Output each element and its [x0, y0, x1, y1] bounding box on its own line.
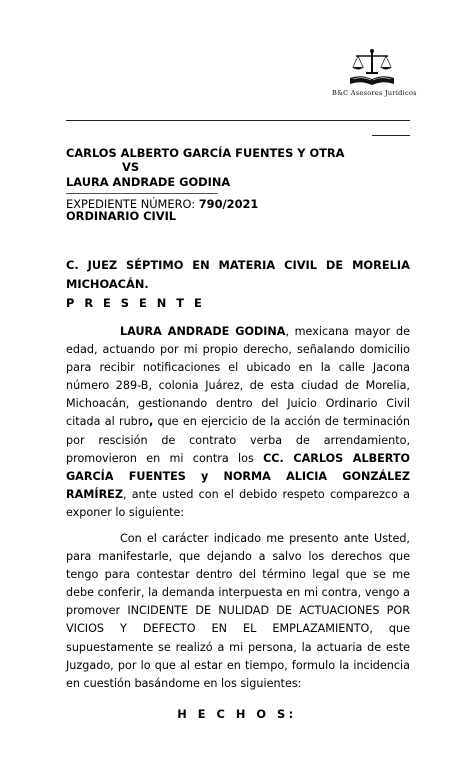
paragraph-text: que en ejercicio de la acción de terminación por rescisión de contrato verba de arrendamiento, promovieron en mi contra los	[66, 415, 410, 465]
addressee-word: MATERIA	[218, 258, 276, 272]
header-rule	[66, 120, 410, 121]
header-short-rule	[372, 135, 410, 136]
caption-rule	[66, 193, 218, 194]
addressee-block	[66, 256, 410, 313]
addressee-word: MORELIA	[352, 258, 410, 272]
addressee-word: C.	[66, 258, 79, 272]
firm-logo	[332, 48, 417, 104]
firm-name: B&C Asesores Jurídicos	[332, 89, 417, 97]
addressee-word: CIVIL	[284, 258, 318, 272]
scales-of-justice-book-icon	[344, 48, 400, 88]
petitioner-name: LAURA ANDRADE GODINA	[120, 325, 286, 338]
case-number-label: EXPEDIENTE NÚMERO:	[66, 197, 199, 211]
paragraph-text: , ante usted con el debido respeto comparezco a exponer lo siguiente:	[66, 487, 410, 519]
proceeding-type: ORDINARIO CIVIL	[66, 209, 177, 223]
addressee-word: DE	[325, 258, 344, 272]
presente-heading: P R E S E N T E	[66, 296, 205, 310]
addressee-word: SÉPTIMO	[126, 258, 184, 272]
opposing-parties: CC. CARLOS ALBERTO GARCÍA FUENTES y NORMA ALICIA GONZÁLEZ RAMÍREZ	[66, 451, 410, 501]
paragraph-text: Con el carácter indicado me presento ante Usted, para manifestarle, que dejando a salvo los derechos que tengo para contestar dentro del término legal que se me debe conferir, la demanda interpuesta en mi contra, vengo a promover INCIDENTE DE NULIDAD DE ACTUACIONES POR VICIOS Y DEFECTO EN EL EMPLAZAMIENTO, que supuestamente se realizó a mi persona, la actuaria de este Juzgado, por lo que al estar en tiempo, formulo la incidencia en cuestión basándome en los siguientes:	[66, 532, 410, 690]
addressee-word: EN	[192, 258, 210, 272]
paragraph-text: , mexicana mayor de edad, actuando por mi propio derecho, señalando domicilio para recibir notificaciones el ubicado en la calle Jacona número 289-B, colonia Juárez, de esta ciudad de Morelia, Michoacán, gestionando dentro del Juicio Ordinario Civil citada al rubro	[66, 325, 410, 429]
paragraph-intro	[66, 323, 410, 522]
versus-label: VS	[122, 160, 140, 174]
addressee-line-1	[66, 256, 410, 275]
addressee-line-2: MICHOACÁN.	[66, 277, 149, 291]
plaintiff-name: CARLOS ALBERTO GARCÍA FUENTES Y OTRA	[66, 146, 345, 160]
addressee-word: JUEZ	[87, 258, 118, 272]
case-number-value: 790/2021	[198, 197, 259, 211]
defendant-name: LAURA ANDRADE GODINA	[66, 175, 231, 189]
hechos-heading: H E C H O S:	[177, 707, 297, 721]
paragraph-incident	[66, 530, 410, 693]
paragraph-text: ,	[148, 415, 154, 429]
